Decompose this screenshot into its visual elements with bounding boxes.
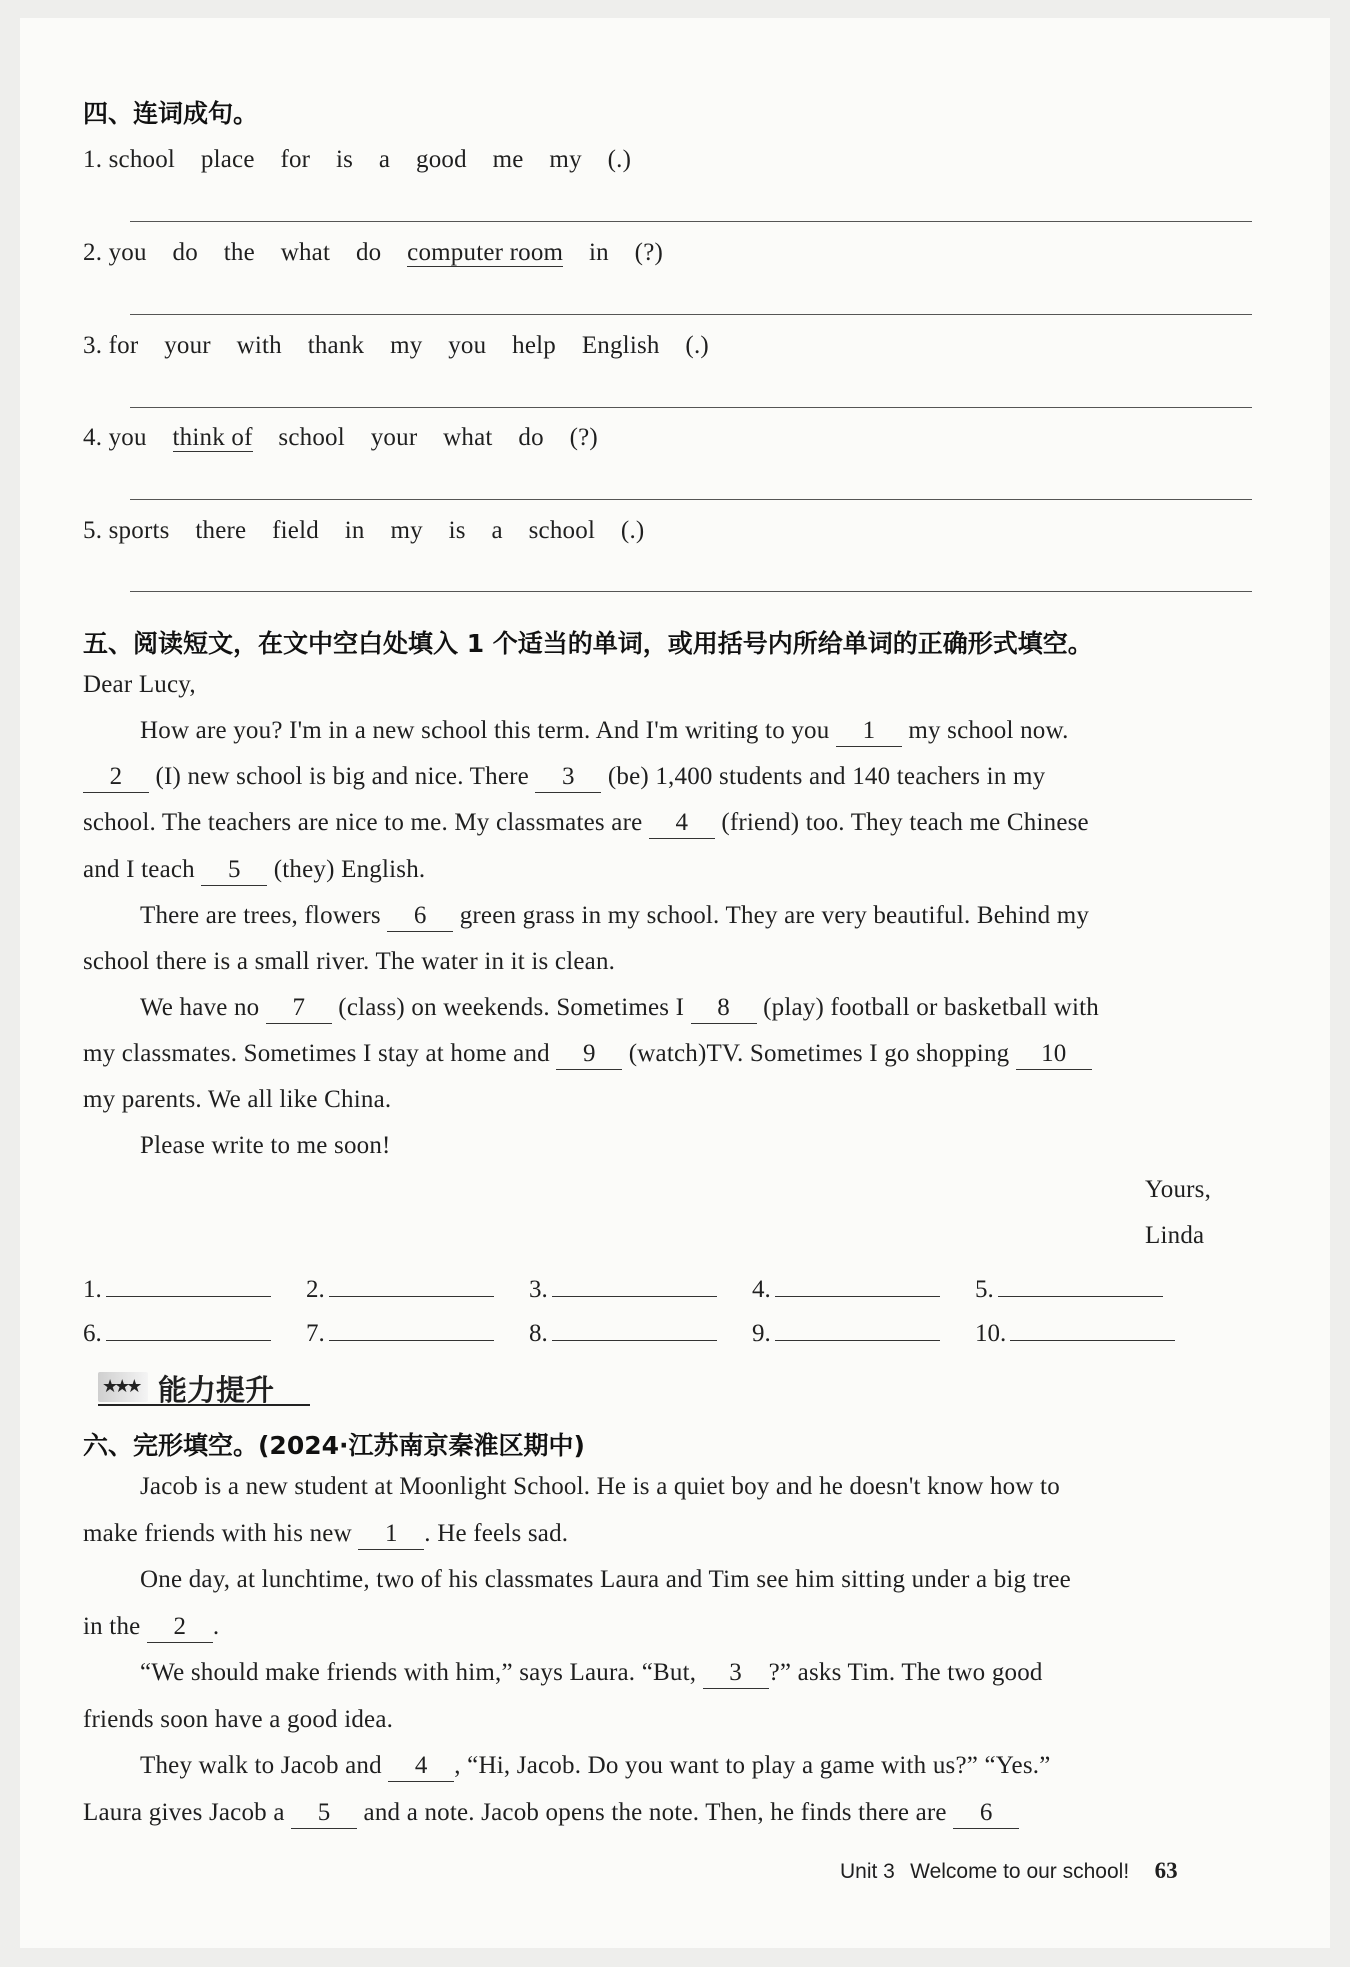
answer-line[interactable] (130, 314, 1252, 315)
worksheet-page (20, 18, 1330, 1948)
cloze-line: friends soon have a good idea. (83, 1706, 394, 1733)
answer-slot-5[interactable]: 5. (975, 1274, 1163, 1304)
answer-slot-10[interactable]: 10. (975, 1318, 1175, 1348)
passage-line: Please write to me soon! (140, 1132, 391, 1159)
letter-signature: Linda (1145, 1222, 1205, 1249)
answer-slot-7[interactable]: 7. (306, 1318, 494, 1348)
cloze-line: Laura gives Jacob a 5 and a note. Jacob opens the note. Then, he finds there are 6 (83, 1799, 1019, 1829)
answer-slot-1[interactable]: 1. (83, 1274, 271, 1304)
underlined-phrase: computer room (407, 239, 564, 266)
section-4-heading: 四、连词成句。 (83, 99, 259, 128)
q4-item-4: 4. you think of school your what do (?) (83, 424, 598, 451)
passage-line: my classmates. Sometimes I stay at home and 9 (watch)TV. Sometimes I go shopping 10 (83, 1040, 1092, 1070)
blank-9[interactable]: 9 (556, 1041, 622, 1070)
passage-line: my parents. We all like China. (83, 1086, 392, 1113)
answer-slot-3[interactable]: 3. (529, 1274, 717, 1304)
blank-5[interactable]: 5 (201, 857, 267, 886)
footer-unit: Unit 3 (840, 1860, 895, 1883)
cloze-blank-2[interactable]: 2 (147, 1614, 213, 1643)
cloze-line: make friends with his new 1 . He feels sad. (83, 1520, 568, 1550)
passage-line: How are you? I'm in a new school this term. And I'm writing to you 1 my school now. (140, 717, 1069, 747)
cloze-blank-4[interactable]: 4 (388, 1753, 454, 1782)
underlined-phrase: think of (172, 424, 253, 451)
item-number: 2. (83, 239, 103, 266)
star-icon: ★★★ (102, 1376, 139, 1397)
blank-4[interactable]: 4 (649, 810, 715, 839)
footer-title: Welcome to our school! (910, 1860, 1130, 1883)
cloze-blank-3[interactable]: 3 (703, 1660, 769, 1689)
blank-3[interactable]: 3 (535, 764, 601, 793)
q4-item-1: 1. school place for is a good me my (.) (83, 146, 632, 173)
answer-slot-8[interactable]: 8. (529, 1318, 717, 1348)
answer-line[interactable] (130, 407, 1252, 408)
item-number: 3. (83, 332, 103, 359)
q4-item-2: 2. you do the what do computer room in (?) (83, 239, 664, 266)
passage-line: We have no 7 (class) on weekends. Sometimes I 8 (play) football or basketball with (140, 994, 1099, 1024)
blank-2[interactable]: 2 (83, 764, 149, 793)
blank-10[interactable]: 10 (1016, 1041, 1092, 1070)
blank-8[interactable]: 8 (691, 995, 757, 1024)
answer-line[interactable] (130, 591, 1252, 592)
passage-line: and I teach 5 (they) English. (83, 856, 425, 886)
cloze-line: One day, at lunchtime, two of his classmates Laura and Tim see him sitting under a big tree (140, 1566, 1071, 1593)
page-number: 63 (1154, 1858, 1178, 1883)
section-5-heading: 五、阅读短文，在文中空白处填入 1 个适当的单词，或用括号内所给单词的正确形式填空。 (83, 629, 1093, 658)
q4-item-5: 5. sports there field in my is a school (.) (83, 517, 645, 544)
passage-line: school. The teachers are nice to me. My classmates are 4 (friend) too. They teach me Chinese (83, 809, 1089, 839)
item-number: 5. (83, 517, 103, 544)
blank-1[interactable]: 1 (836, 718, 902, 747)
item-number: 4. (83, 424, 103, 451)
ability-banner (98, 1368, 310, 1406)
answer-slot-9[interactable]: 9. (752, 1318, 940, 1348)
cloze-line: “We should make friends with him,” says Laura. “But, 3 ?” asks Tim. The two good (140, 1659, 1043, 1689)
cloze-line: They walk to Jacob and 4 , “Hi, Jacob. Do you want to play a game with us?” “Yes.” (140, 1752, 1051, 1782)
cloze-blank-1[interactable]: 1 (358, 1521, 424, 1550)
answer-slot-2[interactable]: 2. (306, 1274, 494, 1304)
passage-line: There are trees, flowers 6 green grass in my school. They are very beautiful. Behind my (140, 902, 1089, 932)
banner-label: 能力提升 (158, 1373, 275, 1407)
answer-slot-6[interactable]: 6. (83, 1318, 271, 1348)
cloze-line: Jacob is a new student at Moonlight School. He is a quiet boy and he doesn't know how to (140, 1473, 1060, 1500)
letter-greeting: Dear Lucy, (83, 671, 196, 698)
cloze-blank-6[interactable]: 6 (953, 1800, 1019, 1829)
answer-line[interactable] (130, 221, 1252, 222)
passage-line: school there is a small river. The water in it is clean. (83, 948, 616, 975)
cloze-blank-5[interactable]: 5 (291, 1800, 357, 1829)
cloze-line: in the 2 . (83, 1613, 219, 1643)
blank-6[interactable]: 6 (387, 903, 453, 932)
item-number: 1. (83, 146, 103, 173)
answer-slot-4[interactable]: 4. (752, 1274, 940, 1304)
passage-line: 2 (I) new school is big and nice. There 3 (be) 1,400 students and 140 teachers in my (83, 763, 1045, 793)
page-footer (840, 1858, 1178, 1884)
answer-line[interactable] (130, 499, 1252, 500)
letter-closing: Yours, (1145, 1176, 1212, 1203)
section-6-heading: 六、完形填空。(2024·江苏南京秦淮区期中) (83, 1431, 585, 1460)
blank-7[interactable]: 7 (266, 995, 332, 1024)
q4-item-3: 3. for your with thank my you help English (.) (83, 332, 709, 359)
